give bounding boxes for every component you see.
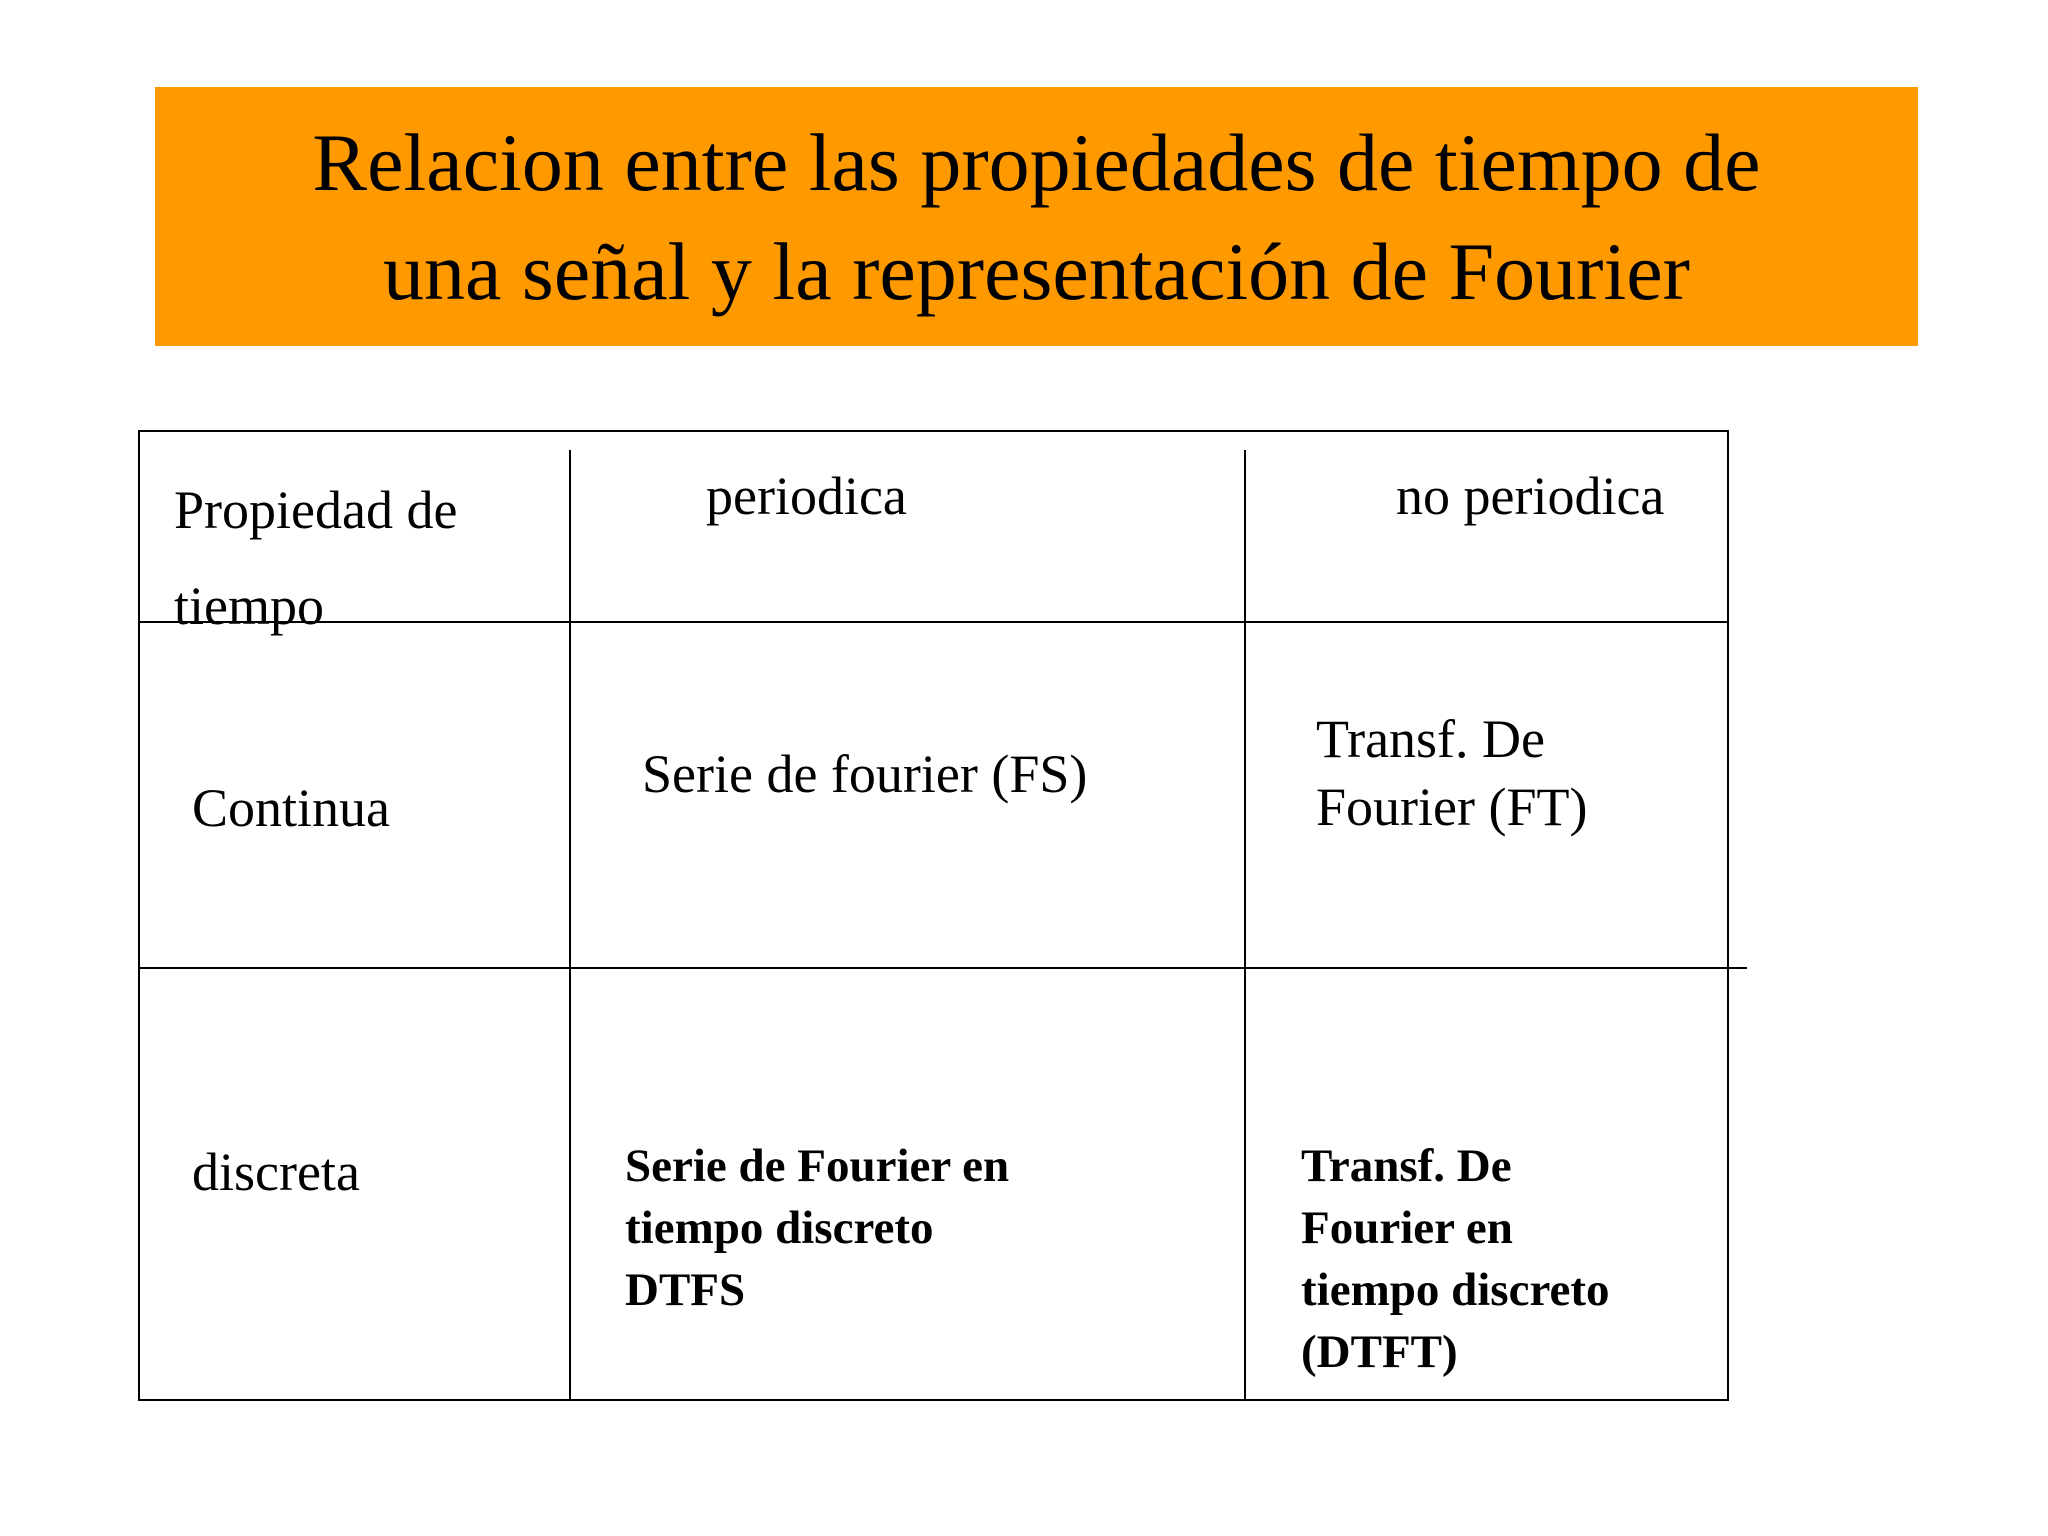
header-property-line: tiempo [174, 576, 324, 636]
table-row-divider [138, 967, 1747, 969]
discrete-periodic-line: tiempo discreto [625, 1202, 934, 1254]
discrete-non-periodic-cell [1301, 1135, 1609, 1383]
slide-title-line: una señal y la representación de Fourier [383, 225, 1690, 317]
continuous-non-periodic-line: Fourier (FT) [1316, 777, 1588, 837]
header-non-periodic-cell: no periodica [1396, 466, 1665, 526]
continuous-periodic-line: Serie de fourier (FS) [642, 744, 1088, 804]
table-border-left [138, 430, 140, 1401]
discrete-non-periodic-line: tiempo discreto [1301, 1264, 1610, 1316]
continuous-periodic-cell [642, 740, 1087, 808]
header-periodic-cell: periodica [706, 466, 907, 526]
row-label-continua: Continua [192, 778, 390, 838]
discrete-periodic-cell [625, 1135, 1009, 1321]
header-property-line: Propiedad de [174, 480, 458, 540]
continuous-non-periodic-line: Transf. De [1316, 709, 1545, 769]
table-column-divider [1244, 450, 1246, 1401]
row-label-discreta: discreta [192, 1142, 360, 1202]
table-border-right [1727, 430, 1729, 1401]
discrete-non-periodic-line: Transf. De [1301, 1140, 1512, 1192]
discrete-periodic-line: DTFS [625, 1264, 746, 1316]
slide-title [155, 108, 1918, 326]
slide-title-line: Relacion entre las propiedades de tiempo de [312, 116, 1761, 208]
title-banner [155, 87, 1918, 346]
discrete-non-periodic-line: (DTFT) [1301, 1326, 1458, 1378]
table-border-bottom [138, 1399, 1729, 1401]
discrete-non-periodic-line: Fourier en [1301, 1202, 1513, 1254]
table-column-divider [569, 450, 571, 1401]
continuous-non-periodic-cell [1316, 705, 1587, 841]
table-border-top [138, 430, 1729, 432]
discrete-periodic-line: Serie de Fourier en [625, 1140, 1010, 1192]
header-property-cell [174, 462, 457, 654]
